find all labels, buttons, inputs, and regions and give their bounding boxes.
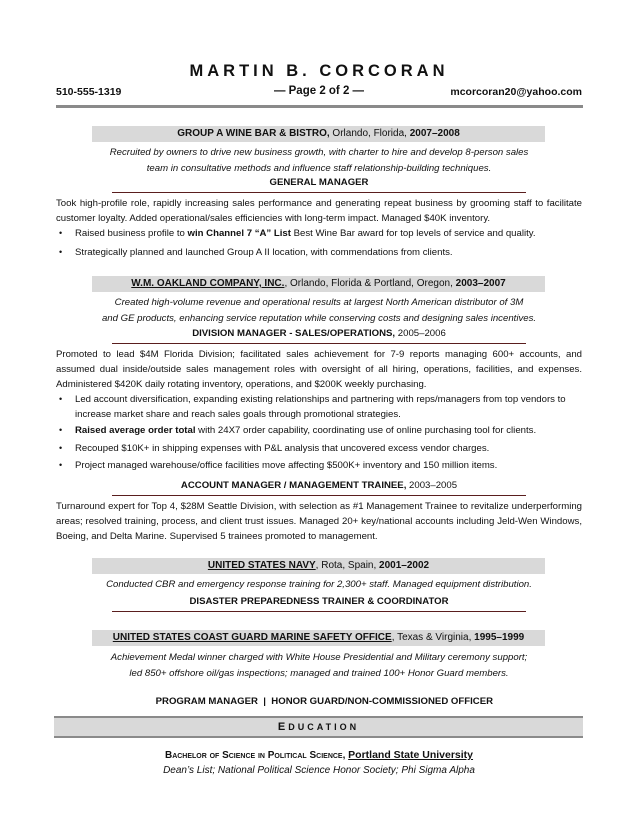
bullet-text: Recouped $10K+ in shipping expenses with P&L analysis that uncovered excess vendor charges. [75, 443, 490, 454]
bullet-icon: • [59, 394, 63, 404]
page-indicator: — Page 2 of 2 — [273, 85, 365, 97]
list-item [56, 226, 582, 241]
email-address[interactable]: mcorcoran20@yahoo.com [450, 86, 582, 98]
bullet-text: Raised business profile to [75, 228, 188, 239]
company-location: , Texas & Virginia, [391, 632, 475, 643]
section-heading-rest: DUCATION [288, 722, 360, 732]
bullet-text: Project managed warehouse/office facilities move affecting $500K+ inventory and 150 million items. [75, 460, 498, 471]
section-header-education [54, 716, 583, 738]
company-years: 2007–2008 [409, 128, 460, 139]
company-bar-wm-oakland [92, 276, 545, 292]
list-item [56, 441, 582, 456]
list-item [56, 245, 582, 260]
summary-line: Created high-volume revenue and operational results at largest North American distributor of 3M [114, 297, 524, 308]
role-years: 2005–2006 [395, 328, 446, 339]
candidate-name: MARTIN B. CORCORAN [189, 62, 449, 80]
bullet-icon: • [59, 425, 63, 435]
role-years: 2003–2005 [406, 480, 458, 491]
education-honors: Dean’s List; National Political Science Honor Society; Phi Sigma Alpha [163, 765, 475, 776]
role-title-text: PROGRAM MANAGER | HONOR GUARD/NON-COMMISSIONED OFFICER [155, 696, 494, 707]
summary-line: and GE products, enhancing service reputation while conserving costs and designing sales incentives. [101, 313, 537, 324]
role-title-text: DIVISION MANAGER - SALES/OPERATIONS, [192, 328, 396, 339]
role-title-text: GENERAL MANAGER [269, 177, 369, 188]
company-summary [60, 295, 578, 327]
bullet-text: with 24X7 order capability, coordinating use of online purchasing tool for clients. [195, 425, 537, 436]
list-item [56, 392, 582, 422]
degree-line [0, 748, 638, 763]
role-title [112, 479, 526, 496]
role-title [112, 176, 526, 193]
role-title-text: ACCOUNT MANAGER / MANAGEMENT TRAINEE, [180, 480, 407, 491]
company-location: , Orlando, Florida & Portland, Oregon, [284, 278, 456, 289]
school-name: Portland State University [348, 749, 474, 761]
bullet-bold-text: Raised average order total [75, 425, 196, 436]
bullet-icon: • [59, 460, 63, 470]
bullet-icon: • [59, 443, 63, 453]
company-summary [60, 650, 578, 682]
company-name: W.M. OAKLAND COMPANY, INC. [131, 278, 285, 289]
bullet-bold-text: win Channel 7 “A” List [187, 228, 291, 239]
summary-line: Achievement Medal winner charged with White House Presidential and Military ceremony support; [110, 652, 528, 663]
degree-name: Bachelor of Science in Political Science, [164, 750, 349, 761]
bullet-text: Best Wine Bar award for top levels of service and quality. [290, 228, 536, 239]
company-bar-us-coast-guard [92, 630, 545, 646]
company-location: Orlando, Florida, [329, 128, 410, 139]
company-name: GROUP A WINE BAR & BISTRO, [177, 128, 330, 139]
bullet-icon: • [59, 247, 63, 257]
summary-line: Conducted CBR and emergency response training for 2,300+ staff. Managed equipment distribution. [106, 579, 532, 590]
role-description: Turnaround expert for Top 4, $28M Seattle Division, with selection as #1 Management Trainee to revitalize underperforming areas; resolved training, process, and client trust issues. Managed 20+ key/national accounts including Jeld-Wen Windows, Boeing, and Delta Marine. Supervised 5 trainees promoted to management. [56, 501, 582, 542]
summary-line: led 850+ offshore oil/gas inspections; managed and trained 100+ Honor Guard members. [129, 668, 509, 679]
contact-row [56, 86, 582, 102]
company-years: 2001–2002 [379, 560, 430, 571]
role-description: Promoted to lead $4M Florida Division; facilitated sales achievement for 7-9 reports managing 600+ accounts, and assumed dual inside/outside sales management roles with oversight of all hiring, operations, facilities, and expenses. Administered $420K daily rotating inventory, operations, and $200K weekly purchasing. [56, 349, 582, 390]
list-item [56, 423, 582, 438]
role-title-text: DISASTER PREPAREDNESS TRAINER & COORDINATOR [189, 596, 449, 607]
role-description: Took high-profile role, rapidly increasing sales performance and generating repeat business by grooming staff to facilitate customer loyalty. Added operational/sales efficiencies with long-term impact. Managed $40K inventory. [56, 198, 582, 224]
company-bar-group-a [92, 126, 545, 142]
bullet-text: Strategically planned and launched Group A II location, with commendations from clients. [75, 247, 453, 258]
role-title [112, 595, 526, 612]
company-bar-us-navy [92, 558, 545, 574]
header-divider [56, 105, 583, 108]
company-name: UNITED STATES NAVY [207, 560, 316, 571]
company-summary [60, 577, 578, 593]
section-heading-initial: E [277, 721, 289, 733]
bullet-icon: • [59, 228, 63, 238]
company-name: UNITED STATES COAST GUARD MARINE SAFETY OFFICE [112, 632, 392, 643]
summary-line: Recruited by owners to drive new business growth, with charter to hire and develop 8-person sales [109, 147, 529, 158]
company-location: , Rota, Spain, [315, 560, 380, 571]
phone-number: 510-555-1319 [56, 86, 122, 98]
summary-line: team in consultative methods and influence staff relationship-building techniques. [146, 163, 492, 174]
company-years: 1995–1999 [474, 632, 525, 643]
bullet-text: Led account diversification, expanding existing relationships and partnering with reps/managers from top vendors to increase market share and reach sales goals through promotional strategies. [75, 394, 566, 420]
company-summary [60, 145, 578, 177]
company-years: 2003–2007 [455, 278, 506, 289]
list-item [56, 458, 582, 473]
role-title [112, 327, 526, 344]
